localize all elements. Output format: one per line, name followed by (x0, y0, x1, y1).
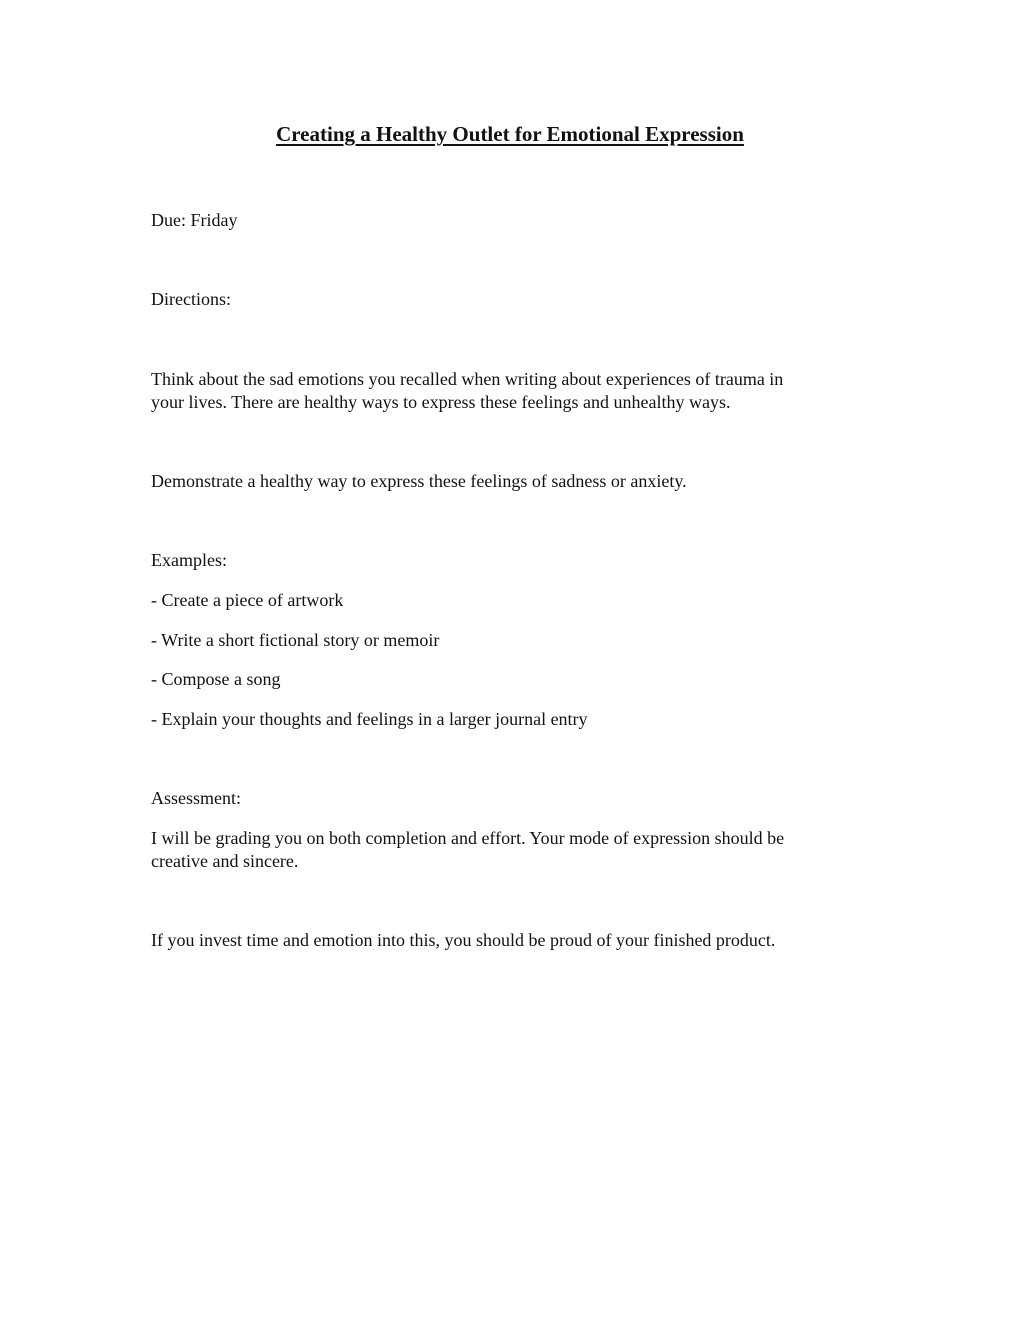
examples-heading: Examples: (151, 550, 227, 570)
paragraph-2: Demonstrate a healthy way to express these feelings of sadness or anxiety. (151, 471, 687, 491)
due-date: Due: Friday (151, 210, 238, 230)
directions-heading: Directions: (151, 289, 231, 309)
example-item: - Compose a song (151, 669, 281, 689)
paragraph-1-line-1: Think about the sad emotions you recalled when writing about experiences of trauma in (151, 369, 784, 389)
assessment-heading: Assessment: (151, 788, 241, 808)
example-item: - Explain your thoughts and feelings in a larger journal entry (151, 709, 588, 729)
closing-statement: If you invest time and emotion into this, you should be proud of your finished product. (151, 930, 776, 950)
paragraph-1-line-2: your lives. There are healthy ways to express these feelings and unhealthy ways. (151, 392, 731, 412)
example-item: - Write a short fictional story or memoir (151, 630, 440, 650)
assessment-line-1: I will be grading you on both completion and effort. Your mode of expression should be (151, 828, 785, 848)
example-item: - Create a piece of artwork (151, 590, 344, 610)
assessment-line-2: creative and sincere. (151, 851, 299, 871)
document-title: Creating a Healthy Outlet for Emotional Expression (276, 122, 744, 146)
